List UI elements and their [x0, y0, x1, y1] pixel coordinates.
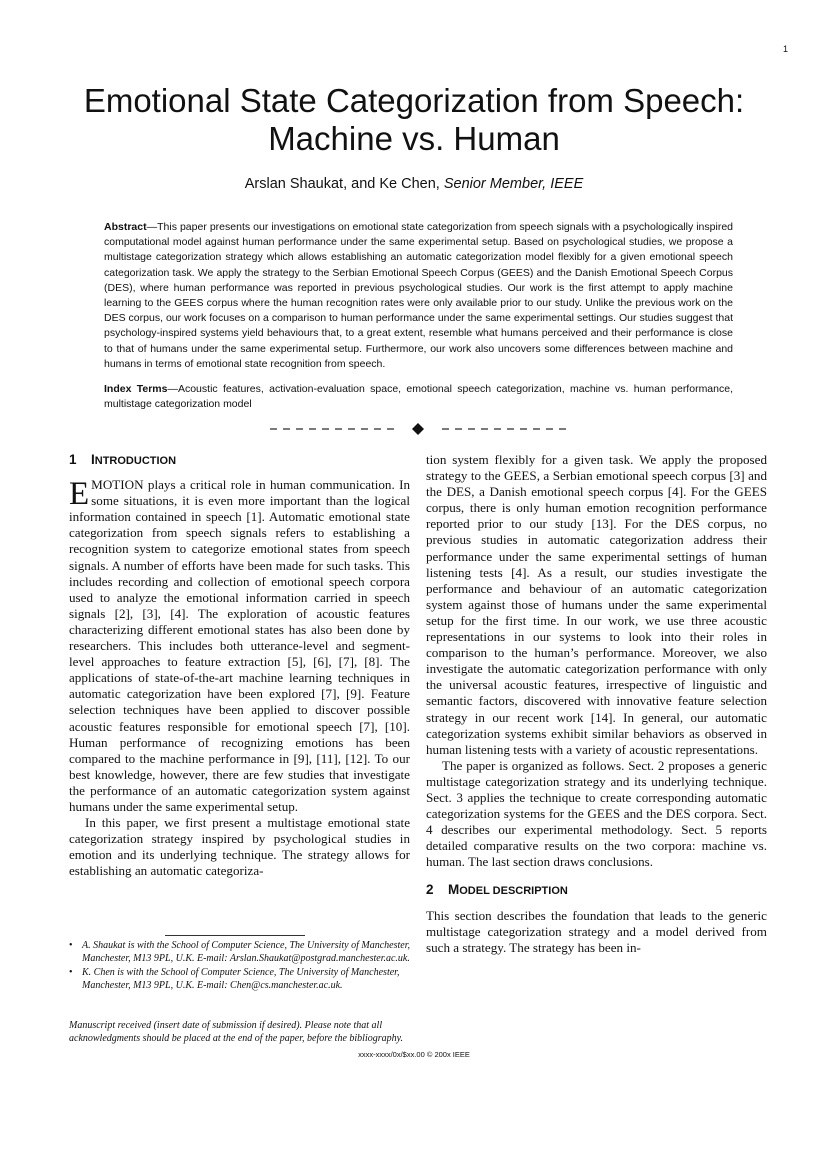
section-heading-introduction: [69, 452, 410, 469]
footnote-item: • A. Shaukat is with the School of Computer Science, The University of Manchester, Manchester, M13 9PL, U.K. E-mail: Arslan.Shaukat@postgrad.manchester.ac.uk.: [69, 940, 410, 965]
section-separator: [270, 420, 566, 436]
section-number: 1: [69, 452, 77, 467]
abstract-label: Abstract: [104, 221, 147, 233]
page-number: 1: [782, 44, 788, 54]
author-line: [40, 176, 788, 192]
section-number: 2: [426, 882, 434, 898]
paper-title: [40, 82, 788, 158]
section-heading-cap: I: [91, 452, 95, 467]
abstract-text: —This paper presents our investigations on emotional state categorization from speech signals with a psychologically inspired computational model against human performance under the same experimental setup. Based on psychological studies, we propose a multistage categorization strategy which allows establishing an automatic categorization model flexibly for a given emotional speech categorization task. We apply the strategy to the Serbian Emotional Speech Corpus (GEES) and the Danish Emotional Speech Corpus (DES), where human performance was reported in previous psychological studies. Our work is the first attempt to apply machine learning to the GEES corpus where the human recognition rates were only available prior to our study. Unlike the previous work on the DES corpus, our work focuses on a comparison to human performance under the same experimental settings. Our studies suggest that psychology-inspired systems yield behaviours that, to a great extent, resemble what humans perceived and their performance is close to that of humans under the same experimental setup. Furthermore, our work also uncovers some differences between machine and humans in terms of emotional state recognition from speech.: [104, 221, 733, 370]
section-heading-cap: M: [448, 882, 460, 898]
author-names: Arslan Shaukat, and Ke Chen,: [244, 176, 444, 192]
model-paragraph-1: This section describes the foundation that leads to the generic multistage categorization strategy and a model derived from such a strategy. The strategy has been in-: [426, 907, 767, 955]
footnote-item: • K. Chen is with the School of Computer Science, The University of Manchester, Manchester, M13 9PL, U.K. E-mail: Chen@cs.manchester.ac.uk.: [69, 967, 410, 992]
diamond-icon: [412, 423, 424, 435]
intro-paragraph-2: In this paper, we first present a multistage emotional state categorization strategy inspired by psychological studies in emotion and its underlying technique. The strategy allows for establishing an automatic categoriza-: [69, 815, 410, 879]
index-terms-text: —Acoustic features, activation-evaluation space, emotional speech categorization, machine vs. human performance, multistage categorization model: [104, 383, 733, 411]
index-terms-label: Index Terms: [104, 383, 168, 395]
section-heading-model-description: [426, 882, 767, 899]
title-line-2: Machine vs. Human: [268, 120, 560, 157]
right-column: [426, 452, 767, 956]
drop-cap: E: [69, 476, 90, 513]
section-heading-rest: ODEL DESCRIPTION: [459, 885, 568, 898]
author-role: Senior Member, IEEE: [443, 176, 584, 192]
section-heading-rest: NTRODUCTION: [94, 455, 177, 467]
index-terms: [104, 382, 733, 412]
title-line-1: Emotional State Categorization from Speech:: [83, 82, 745, 119]
footnotes: [69, 940, 410, 994]
intro-paragraph-1: [69, 477, 410, 815]
footnote-rule: [165, 935, 305, 936]
abstract: [104, 220, 733, 372]
manuscript-note: Manuscript received (insert date of submission if desired). Please note that all acknowledgments should be placed at the end of the paper, before the bibliography.: [69, 1020, 404, 1044]
left-column: [69, 452, 410, 879]
intro-paragraph-3: The paper is organized as follows. Sect. 2 proposes a generic multistage categorization strategy and its underlying technique. Sect. 3 applies the technique to create corresponding automatic categorization systems for the GEES and the DES corpora. Sect. 4 describes our experimental methodology. Sect. 5 reports detailed comparative results on the two corpora: machine vs. human. The last section draws conclusions.: [426, 757, 767, 870]
copyright-notice: xxxx-xxxx/0x/$xx.00 © 200x IEEE: [358, 1050, 470, 1059]
intro-paragraph-2-continued: tion system flexibly for a given task. We apply the proposed strategy to the GEES, a Serbian emotional speech corpus [3] and the DES, a Danish emotional speech corpus [4]. For the GEES corpus, there is only human emotion recognition performance reported prior to our study [13]. For the DES corpus, no previous studies in automatic categorization address their performance under the same experimental settings of human listening tests [4]. As a result, our studies investigate the performance and behaviour of an automatic categorization system against those of humans under the same experimental setup for the first time. In our work, we use three acoustic representations in our systems to look into their roles in comparison to the human’s performance. Moreover, we also investigate the automatic categorization performance with only the universal acoustic features, irrespective of linguistic and semantic factors, discovered with innovative feature selection strategy in our recent work [14]. In general, our automatic categorization systems exhibit similar behaviors as observed in human listening tests with a variety of acoustic representations.: [426, 452, 767, 757]
intro-paragraph-1-text: MOTION plays a critical role in human communication. In some situations, it is even more important than the logical information contained in speech [1]. Automatic emotional state categorization from speech signals refers to establishing a recognition system to categorize emotional states from speech signals. A number of efforts have been made for such tasks. This includes recording and collection of emotional speech corpora used to analyze the emotional information carried in speech signals [2], [3], [4]. The exploration of acoustic features characterizing different emotional states has also been done by researchers. This includes both utterance-level and segment-level approaches to feature extraction [5], [6], [7], [8]. The applications of state-of-the-art machine learning techniques in automatic categorization have been explored [7], [9]. Feature selection techniques have been applied to discover possible acoustic features responsible for emotional speech [7], [10]. Human performance of recognizing emotions has been compared to the machine performance in [9], [11], [12]. To our best knowledge, however, there are few studies that investigate the performance of an automatic categorization system against humans under the same experimental setup.: [69, 477, 410, 814]
